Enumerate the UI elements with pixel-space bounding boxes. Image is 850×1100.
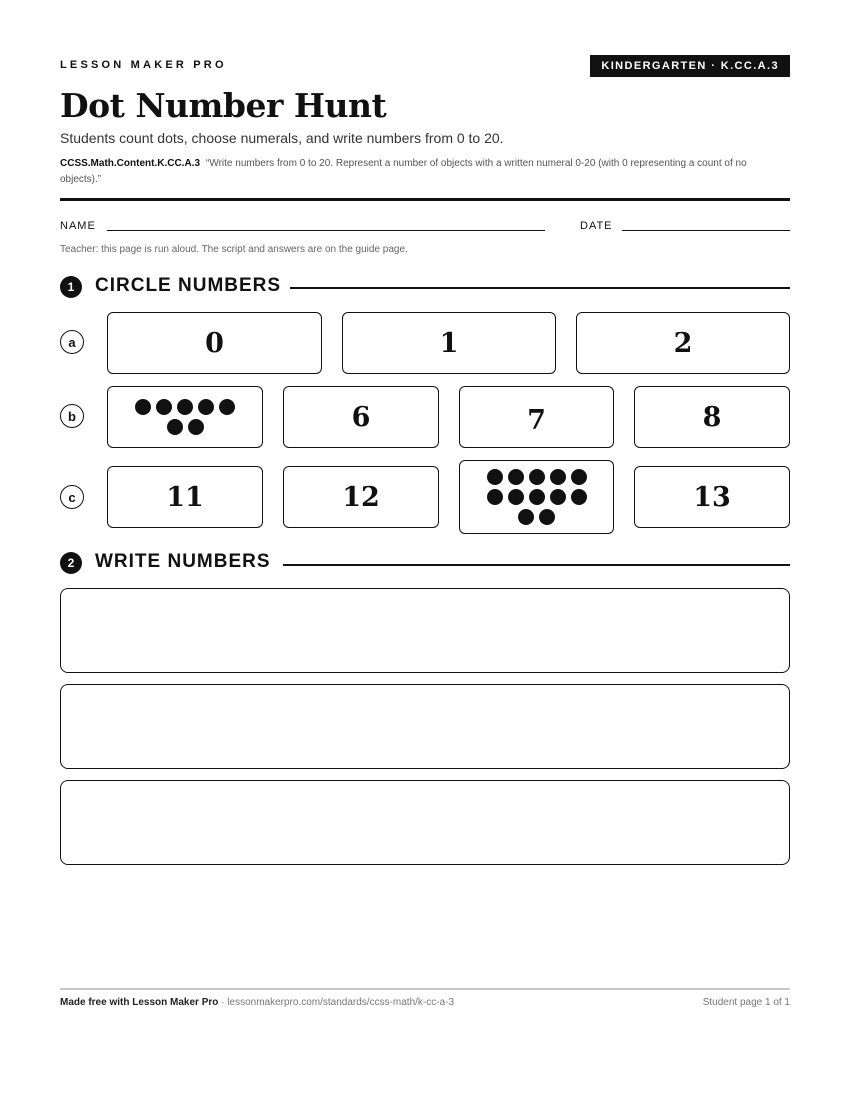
dot [135,399,151,415]
section-number-badge: 1 [60,276,82,298]
write-answer-box[interactable] [60,780,790,865]
section-circle-numbers-header [60,275,790,299]
header-divider [60,198,790,201]
student-info-row [60,220,790,236]
worksheet-title: Dot Number Hunt [60,86,387,125]
choice-numeral[interactable]: 6 [283,386,439,448]
row-label-b: b [60,404,84,428]
dot [550,469,566,485]
choice-numeral[interactable]: 0 [107,312,322,374]
choice-numeral[interactable]: 1 [342,312,556,374]
dot [167,419,183,435]
dot [177,399,193,415]
dot [508,489,524,505]
section-title: CIRCLE NUMBERS [95,275,282,296]
brand-name: LESSON MAKER PRO [60,59,227,71]
standard-description [60,156,790,188]
section-rule [290,287,790,289]
dot [156,399,172,415]
choice-dot-group[interactable] [107,386,263,448]
write-answer-box[interactable] [60,588,790,673]
choice-numeral[interactable]: 8 [634,386,790,448]
choice-dot-group[interactable] [459,460,614,534]
choice-numeral[interactable]: 11 [107,466,263,528]
section-write-numbers-header [60,551,790,575]
dot-group-12 [487,469,587,525]
footer-made-with: Made free with Lesson Maker Pro [60,997,219,1008]
standard-text: “Write numbers from 0 to 20. Represent a number of objects with a written numeral 0-20 (with 0 representing a count of no objects).” [60,158,747,185]
dot [198,399,214,415]
standard-code: CCSS.Math.Content.K.CC.A.3 [60,158,200,169]
worksheet-page [60,0,790,1100]
footer-url[interactable]: lessonmakerpro.com/standards/ccss-math/k-cc-a-3 [227,997,455,1008]
dot [571,489,587,505]
teacher-note: Teacher: this page is run aloud. The script and answers are on the guide page. [60,244,408,255]
dot [508,469,524,485]
row-label-c: c [60,485,84,509]
top-row [60,55,790,79]
dot [529,469,545,485]
date-field[interactable] [622,230,790,231]
dot [219,399,235,415]
dot [529,489,545,505]
name-field[interactable] [107,230,545,231]
worksheet-subtitle: Students count dots, choose numerals, and write numbers from 0 to 20. [60,130,504,146]
grade-badge: KINDERGARTEN · K.CC.A.3 [590,55,790,77]
choice-numeral[interactable]: 7 [459,386,614,448]
choice-numeral[interactable]: 2 [576,312,790,374]
dot [188,419,204,435]
dot [487,469,503,485]
dot [571,469,587,485]
footer-page-number: Student page 1 of 1 [702,997,790,1008]
write-answer-box[interactable] [60,684,790,769]
row-label-a: a [60,330,84,354]
footer-credit [60,997,454,1008]
choice-numeral[interactable]: 13 [634,466,790,528]
dot [518,509,534,525]
choice-numeral[interactable]: 12 [283,466,439,528]
footer-separator: · [221,997,225,1008]
dot [487,489,503,505]
dot [550,489,566,505]
dot [539,509,555,525]
dot-group-7 [135,399,235,435]
name-label: NAME [60,220,96,232]
page-footer [60,988,790,1008]
section-title: WRITE NUMBERS [95,551,271,572]
section-rule [283,564,790,566]
date-label: DATE [580,220,613,232]
section-number-badge: 2 [60,552,82,574]
